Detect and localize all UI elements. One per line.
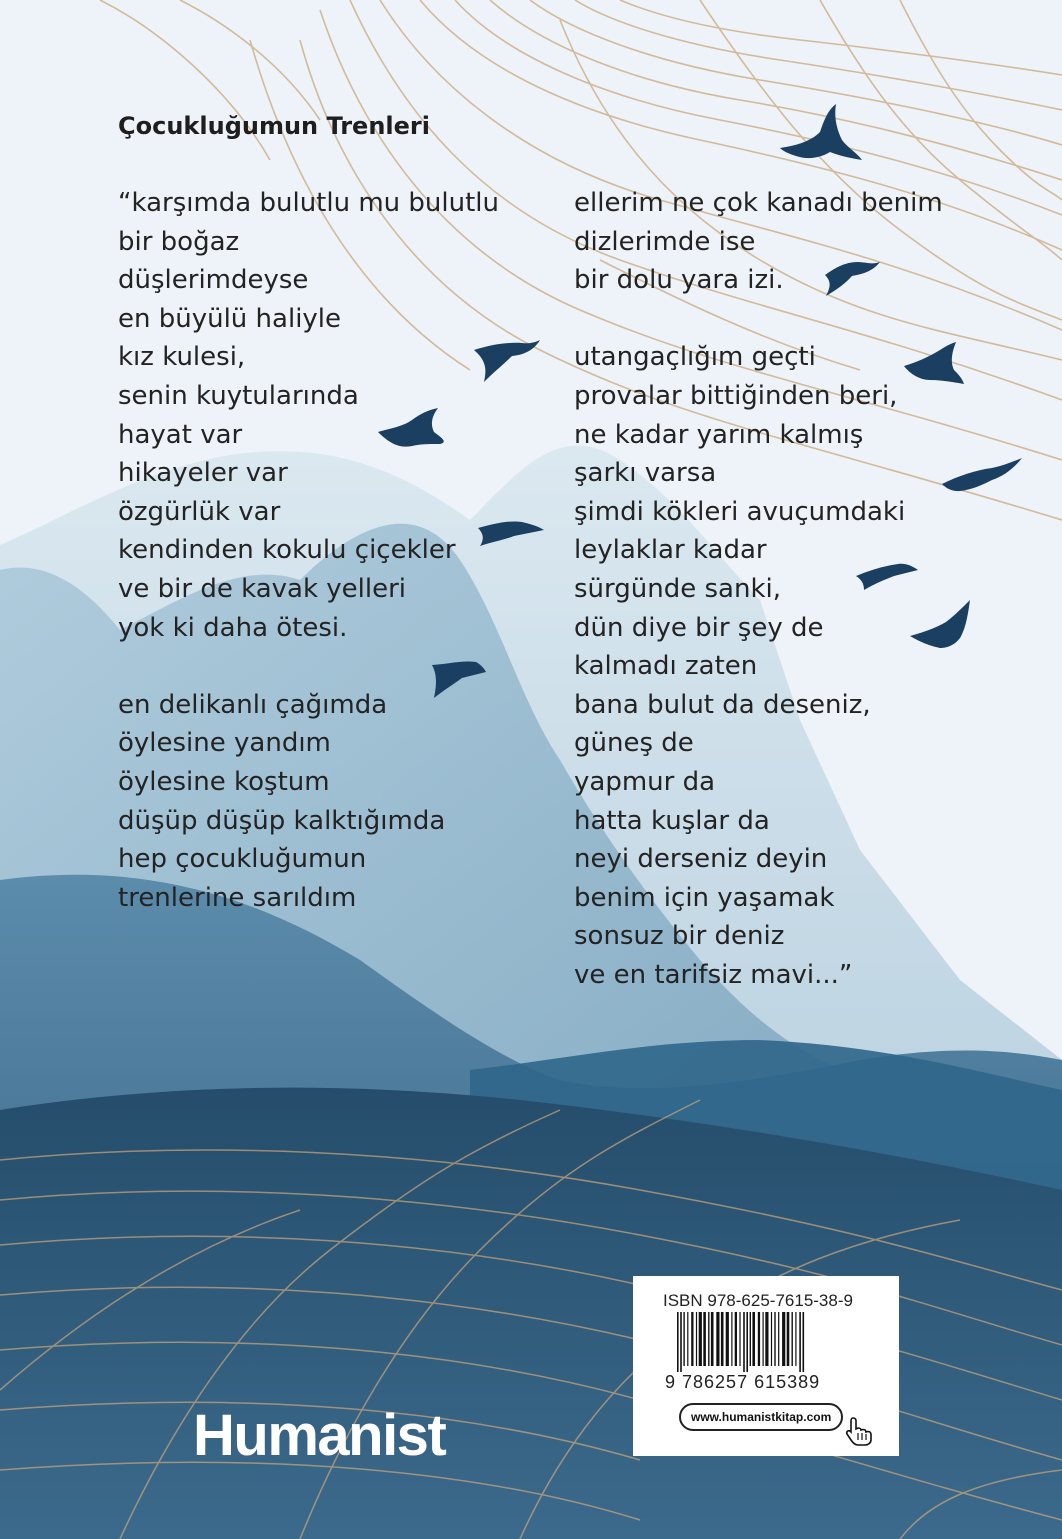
barcode-bar — [758, 1312, 760, 1366]
poem-line: provalar bittiğinden beri, — [574, 380, 898, 411]
poem-right-column — [574, 184, 943, 994]
poem-line: benim için yaşamak — [574, 882, 835, 913]
barcode-bar — [778, 1312, 779, 1366]
poem-line: ne kadar yarım kalmış — [574, 419, 864, 450]
poem-line: neyi derseniz deyin — [574, 844, 828, 875]
barcode — [673, 1312, 873, 1372]
barcode-bar — [716, 1312, 719, 1366]
poem-line: öylesine koştum — [118, 766, 330, 797]
barcode-bar — [703, 1312, 706, 1366]
poem-line: hep çocukluğumun — [118, 844, 367, 875]
barcode-bar — [743, 1312, 745, 1372]
barcode-number: 9 786257 615389 — [665, 1372, 821, 1392]
poem-line: düşüp düşüp kalktığımda — [118, 805, 446, 836]
barcode-bar — [752, 1312, 755, 1366]
barcode-bar — [731, 1312, 732, 1366]
barcode-bar — [774, 1312, 775, 1366]
barcode-bar — [763, 1312, 764, 1366]
poem-line: trenlerine sarıldım — [118, 882, 357, 913]
poem-title: Çocukluğumun Trenleri — [118, 112, 430, 140]
pointer-hand-icon — [845, 1416, 873, 1446]
barcode-bar — [782, 1312, 785, 1366]
poem-left-column — [118, 184, 499, 917]
barcode-bar — [711, 1312, 714, 1366]
poem-line: dizlerimde ise — [574, 226, 756, 257]
barcode-bar — [721, 1312, 724, 1366]
barcode-bar — [699, 1312, 702, 1366]
barcode-bar — [765, 1312, 768, 1366]
poem-line: ve bir de kavak yelleri — [118, 573, 407, 604]
barcode-bar — [726, 1312, 729, 1366]
poem-line: bir boğaz — [118, 226, 240, 257]
barcode-bar — [691, 1312, 693, 1366]
barcode-bar — [771, 1312, 772, 1366]
poem-line: en büyülü haliyle — [118, 303, 342, 334]
barcode-bar — [677, 1312, 679, 1372]
barcode-bar — [739, 1312, 740, 1366]
poem-line: düşlerimdeyse — [118, 265, 309, 296]
barcode-bar — [680, 1312, 682, 1372]
poem-line: özgürlük var — [118, 496, 281, 527]
barcode-bar — [803, 1312, 805, 1372]
poem-line: şimdi kökleri avuçumdaki — [574, 496, 906, 527]
poem-line: öylesine yandım — [118, 728, 331, 759]
poem-line: kendinden kokulu çiçekler — [118, 535, 456, 566]
poem-line: kalmadı zaten — [574, 651, 758, 682]
poem-line: şarkı varsa — [574, 458, 717, 489]
barcode-bar — [746, 1312, 748, 1372]
poem-line: yok ki daha ötesi. — [118, 612, 348, 643]
poem-line: leylaklar kadar — [574, 535, 767, 566]
barcode-bar — [735, 1312, 737, 1366]
barcode-bar — [799, 1312, 801, 1372]
website-link[interactable]: www.humanistkitap.com — [679, 1403, 843, 1431]
barcode-bar — [750, 1312, 751, 1366]
isbn-barcode-box — [633, 1276, 899, 1456]
poem-line: bana bulut da deseniz, — [574, 689, 871, 720]
barcode-bar — [708, 1312, 709, 1366]
poem-line: senin kuytularında — [118, 380, 359, 411]
barcode-bar — [792, 1312, 793, 1366]
barcode-bar — [696, 1312, 697, 1366]
poem-line: “karşımda bulutlu mu bulutlu — [118, 188, 499, 218]
poem-line: yapmur da — [574, 766, 716, 797]
isbn-label: ISBN 978-625-7615-38-9 — [663, 1291, 853, 1310]
poem-line: hayat var — [118, 419, 243, 450]
poem-line: güneş de — [574, 728, 694, 759]
poem-line: ve en tarifsiz mavi...” — [574, 959, 853, 990]
poem-line: utangaçlığım geçti — [574, 342, 816, 373]
poem-line: hikayeler var — [118, 458, 288, 489]
barcode-bar — [787, 1312, 790, 1366]
barcode-bar — [683, 1312, 684, 1366]
poem-line: sonsuz bir deniz — [574, 921, 785, 952]
poem-line: sürgünde sanki, — [574, 573, 781, 604]
poem-line: en delikanlı çağımda — [118, 689, 388, 720]
poem-line: ellerim ne çok kanadı benim — [574, 188, 943, 218]
barcode-bar — [687, 1312, 688, 1366]
poem-line: dün diye bir şey de — [574, 612, 824, 643]
poem-line: hatta kuşlar da — [574, 805, 770, 836]
publisher-logo: Humanist — [193, 1403, 446, 1468]
poem-line: kız kulesi, — [118, 342, 246, 373]
barcode-bar — [795, 1312, 796, 1366]
stanza-break — [574, 300, 943, 339]
poem-line: bir dolu yara izi. — [574, 265, 784, 296]
stanza-break — [118, 647, 499, 686]
